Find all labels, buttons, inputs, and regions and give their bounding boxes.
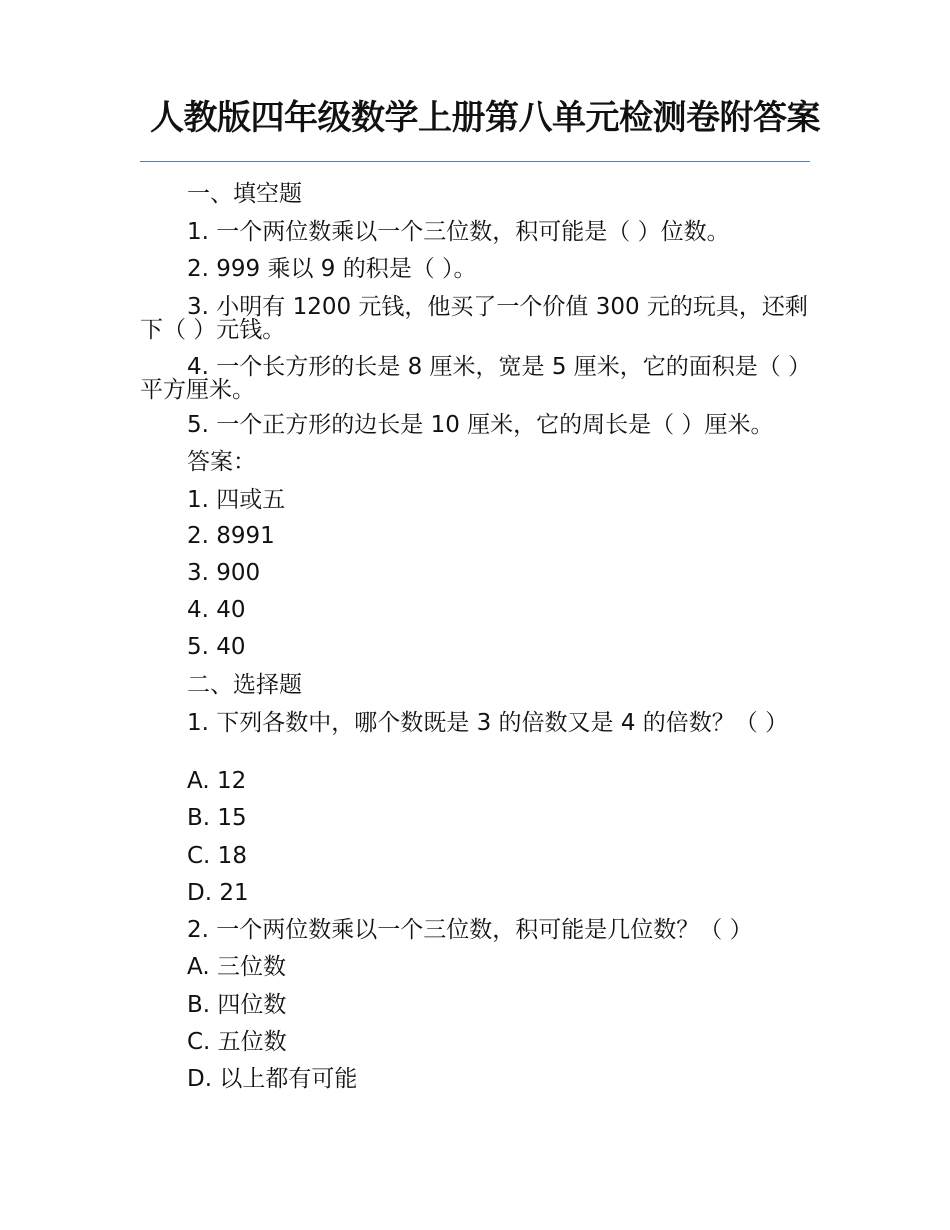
choice-2-option-c: C. 五位数 [187,1029,287,1055]
document-title: 人教版四年级数学上册第八单元检测卷附答案 [150,98,820,138]
section-heading-choice: 二、选择题 [187,672,302,698]
fill-question-3: 3. 小明有 1200 元钱，他买了一个价值 300 元的玩具，还剩下（ ）元钱。 [140,294,808,343]
fill-question-5: 5. 一个正方形的边长是 10 厘米，它的周长是（ ）厘米。 [187,412,774,438]
answer-3: 3. 900 [187,560,261,586]
fill-question-2: 2. 999 乘以 9 的积是（ ）。 [187,256,477,282]
title-divider [140,161,810,162]
choice-1-option-c: C. 18 [187,843,247,869]
answer-5: 5. 40 [187,634,246,660]
answer-1: 1. 四或五 [187,487,286,513]
section-heading-fill-in: 一、填空题 [187,181,302,207]
answer-2: 2. 8991 [187,523,275,549]
answer-4: 4. 40 [187,597,246,623]
answers-label: 答案： [187,449,256,475]
choice-2-option-a: A. 三位数 [187,954,286,980]
choice-question-2: 2. 一个两位数乘以一个三位数，积可能是几位数？（ ） [187,917,753,943]
choice-1-option-b: B. 15 [187,805,247,831]
choice-2-option-d: D. 以上都有可能 [187,1066,358,1092]
choice-2-option-b: B. 四位数 [187,992,287,1018]
fill-question-1: 1. 一个两位数乘以一个三位数，积可能是（ ）位数。 [187,219,730,245]
choice-1-option-a: A. 12 [187,768,247,794]
choice-1-option-d: D. 21 [187,880,249,906]
choice-question-1: 1. 下列各数中，哪个数既是 3 的倍数又是 4 的倍数？（ ） [187,710,789,736]
fill-question-4: 4. 一个长方形的长是 8 厘米，宽是 5 厘米，它的面积是（ ）平方厘米。 [140,354,812,403]
